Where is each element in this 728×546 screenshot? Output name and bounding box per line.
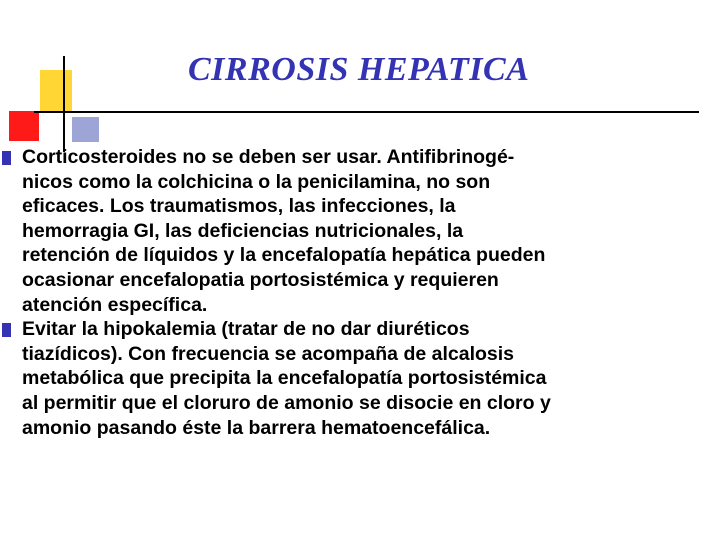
text-line: atención específica.	[22, 293, 208, 316]
text-line: ocasionar encefalopatia portosistémica y requieren	[22, 268, 499, 291]
text-line: retención de líquidos y la encefalopatía hepática pueden	[22, 244, 546, 267]
text-line: tiazídicos). Con frecuencia se acompaña de alcalosis	[22, 342, 515, 365]
text-line: eficaces. Los traumatismos, las infecciones, la	[22, 195, 456, 218]
square-bullet-icon	[2, 151, 11, 165]
decorative-yellow-square	[40, 70, 72, 113]
text-line: Evitar la hipokalemia (tratar de no dar diuréticos	[22, 318, 470, 341]
bullet-item	[0, 317, 720, 440]
text-line: metabólica que precipita la encefalopatía portosistémica	[22, 367, 547, 390]
text-line: nicos como la colchicina o la penicilamina, no son	[22, 170, 491, 193]
text-line: Corticosteroides no se deben ser usar. Antifibrinogé-	[22, 146, 515, 168]
text-line: hemorragia GI, las deficiencias nutricionales, la	[22, 219, 464, 242]
text-line: al permitir que el cloruro de amonio se disocie en cloro y	[22, 391, 551, 414]
square-bullet-icon	[2, 323, 11, 337]
slide-title: CIRROSIS HEPATICA	[188, 51, 530, 88]
decorative-blue-square	[72, 117, 99, 142]
decorative-horizontal-line	[34, 111, 699, 113]
decorative-vertical-line	[63, 56, 65, 152]
text-line: amonio pasando éste la barrera hematoencefálica.	[22, 416, 491, 439]
bullet-item	[0, 145, 720, 317]
bullet-list	[0, 145, 720, 440]
decorative-red-square	[9, 111, 39, 141]
